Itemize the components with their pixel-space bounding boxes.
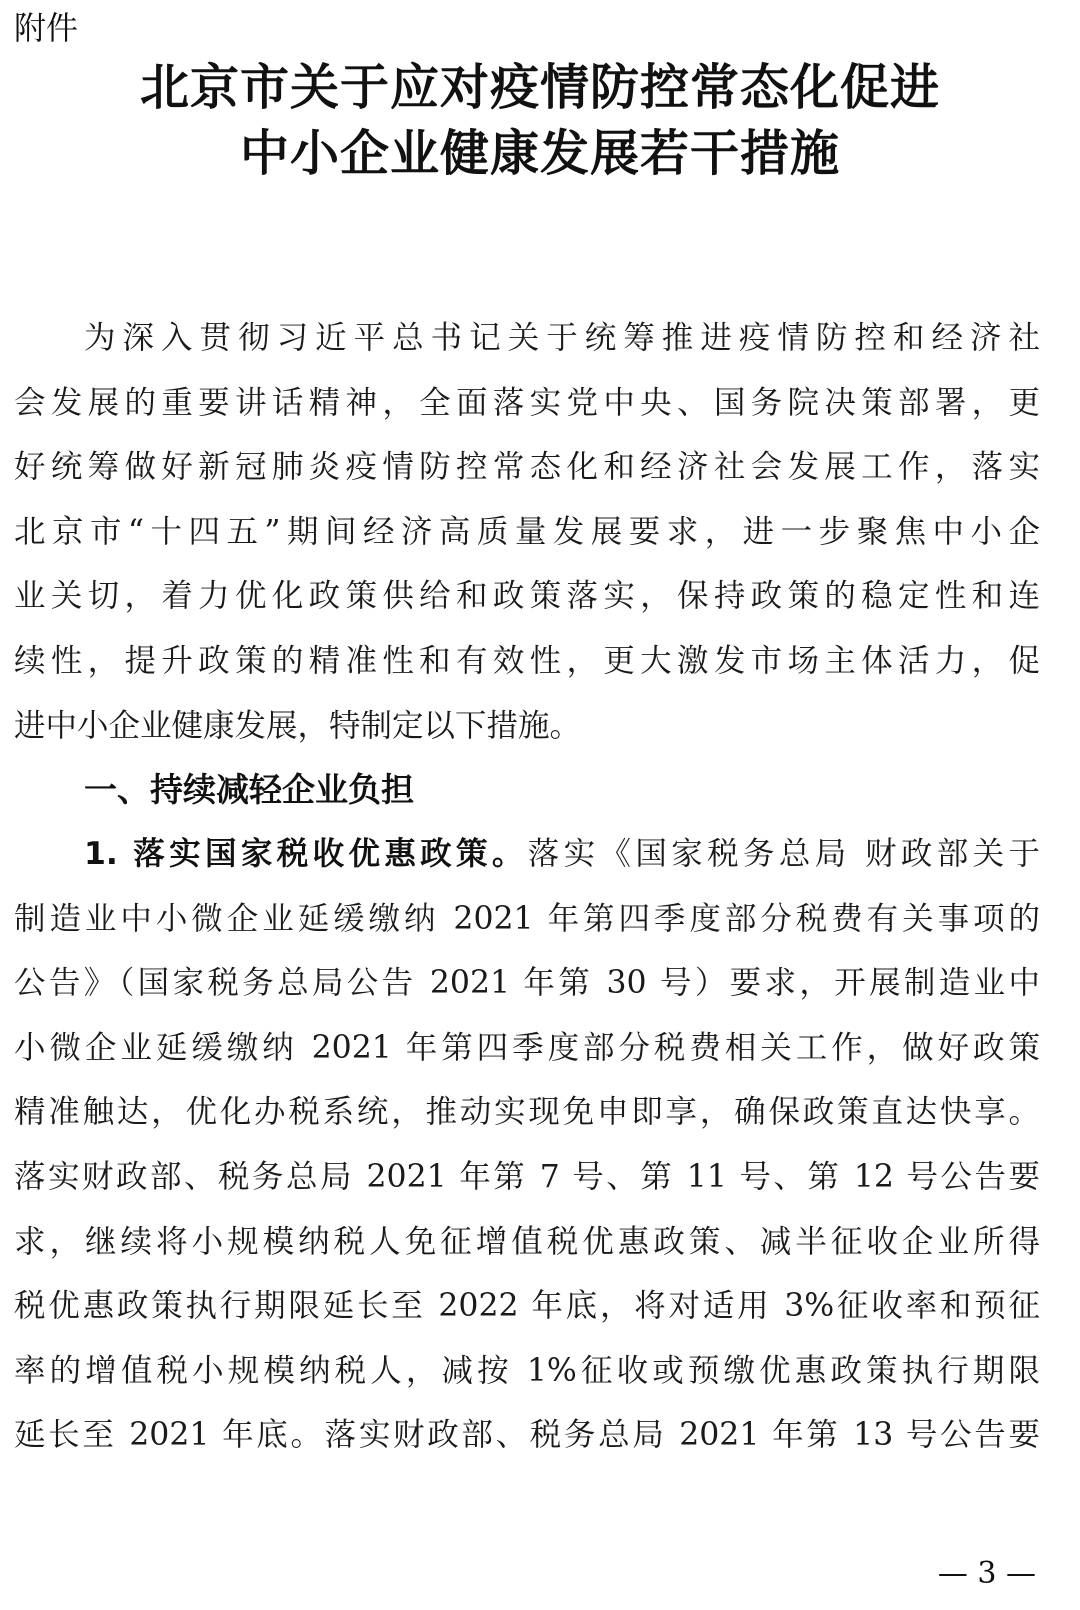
- document-title-line-2: 中小企业健康发展若干措施: [239, 125, 840, 182]
- intro-paragraph: [14, 306, 1040, 758]
- intro-line: 业关切，着力优化政策供给和政策落实，保持政策的稳定性和连: [14, 578, 1040, 615]
- document-title-line-1: 北京市关于应对疫情防控常态化促进: [139, 59, 940, 116]
- item-1-line: 率的增值税小规模纳税人，减按 1%征收或预缴优惠政策执行期限: [14, 1352, 1040, 1389]
- intro-line: 北京市“十四五”期间经济高质量发展要求，进一步聚焦中小企: [14, 513, 1040, 550]
- item-1-line: 延长至 2021 年底。落实财政部、税务总局 2021 年第 13 号公告要: [14, 1417, 1040, 1454]
- item-1-line: 求，继续将小规模纳税人免征增值税优惠政策、减半征收企业所得: [14, 1223, 1040, 1260]
- item-1-line: 小微企业延缓缴纳 2021 年第四季度部分税费相关工作，做好政策: [14, 1029, 1040, 1066]
- item-1-line: 税优惠政策执行期限延长至 2022 年底，将对适用 3%征收率和预征: [14, 1288, 1040, 1325]
- item-1-line: 公告》（国家税务总局公告 2021 年第 30 号）要求，开展制造业中: [14, 965, 1040, 1002]
- item-1-first-line: [14, 822, 1040, 887]
- item-1-first-line-text: 落实《国家税务总局 财政部关于: [527, 836, 1040, 872]
- intro-line: 续性，提升政策的精准性和有效性，更大激发市场主体活力，促: [14, 642, 1040, 679]
- item-1-line: 精准触达，优化办税系统，推动实现免申即享，确保政策直达快享。: [14, 1094, 1040, 1131]
- intro-line: 为深入贯彻习近平总书记关于统筹推进疫情防控和经济社: [84, 320, 1040, 356]
- intro-line: 好统筹做好新冠肺炎疫情防控常态化和经济社会发展工作，落实: [14, 449, 1040, 486]
- section-heading-1: 一、持续减轻企业负担: [84, 770, 414, 809]
- item-1-lead: 1. 落实国家税收优惠政策。: [84, 836, 528, 872]
- page-number: — 3 —: [937, 1556, 1036, 1591]
- item-1-line: 制造业中小微企业延缓缴纳 2021 年第四季度部分税费有关事项的: [14, 900, 1040, 937]
- intro-line: 会发展的重要讲话精神，全面落实党中央、国务院决策部署，更: [14, 384, 1040, 421]
- attachment-label: 附件: [14, 9, 79, 47]
- intro-line: 进中小企业健康发展，特制定以下措施。: [14, 707, 582, 744]
- item-1-paragraph: [14, 822, 1040, 1468]
- item-1-line: 落实财政部、税务总局 2021 年第 7 号、第 11 号、第 12 号公告要: [14, 1158, 1040, 1195]
